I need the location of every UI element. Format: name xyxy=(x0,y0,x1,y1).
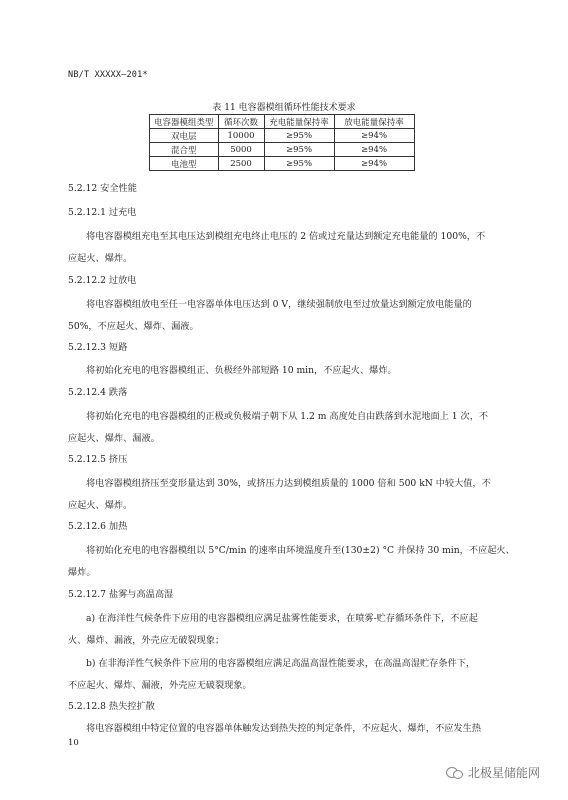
table-cell: 2500 xyxy=(218,157,264,171)
paragraph-line: 将初始化充电的电容器模组的正极或负极端子朝下从 1.2 m 高度处自由跌落到水泥地面上 1 次，不 xyxy=(86,411,489,422)
paragraph-line: 将初始化充电的电容器模组正、负极经外部短路 10 min，不应起火、爆炸。 xyxy=(86,365,397,376)
table-cell: ≥94% xyxy=(334,129,414,143)
table-row xyxy=(150,143,415,157)
table-cell: 电池型 xyxy=(150,157,219,171)
list-item: b) 在非海洋性气候条件下应用的电容器模组应满足高温高湿性能要求，在高温高湿贮存条件下， xyxy=(86,658,476,669)
paragraph-line: 应起火、爆炸。 xyxy=(68,500,133,511)
table-cell: ≥95% xyxy=(264,143,334,157)
list-item: a) 在海洋性气候条件下应用的电容器模组应满足盐雾性能要求，在喷雾-贮存循环条件下，不应起 xyxy=(86,613,478,624)
paragraph-line: 将电容器模组充电至其电压达到模组充电终止电压的 2 倍或过充量达到额定充电能量的 100%，不 xyxy=(86,231,486,242)
table-cell: 5000 xyxy=(218,143,264,157)
table-row xyxy=(150,129,415,143)
table-cell: 双电层 xyxy=(150,129,219,143)
section-heading: 5.2.12 安全性能 xyxy=(68,183,137,194)
paragraph-line: 爆炸。 xyxy=(68,567,96,578)
watermark-text: 北极星储能网 xyxy=(467,766,540,780)
cycle-performance-table xyxy=(149,114,415,171)
paragraph-line: 将电容器模组放电至任一电容器单体电压达到 0 V，继续强制放电至过放量达到额定放电能量的 xyxy=(86,299,472,310)
table-header-cell: 放电能量保持率 xyxy=(334,115,414,129)
table-header-cell: 充电能量保持率 xyxy=(264,115,334,129)
page-number: 10 xyxy=(68,738,79,748)
paragraph-line: 应起火、爆炸。 xyxy=(68,253,133,264)
table-header-cell: 循环次数 xyxy=(218,115,264,129)
subsection-heading: 5.2.12.6 加热 xyxy=(68,521,128,532)
paragraph-line: 应起火、爆炸、漏液。 xyxy=(68,433,160,444)
table-cell: ≥94% xyxy=(334,143,414,157)
paragraph-line: 将电容器模组挤压至变形量达到 30%，或挤压力达到模组质量的 1000 倍和 500 kN 中较大值，不 xyxy=(86,478,491,489)
paragraph-line: 火、爆炸、漏液，外壳应无破裂现象； xyxy=(68,635,225,646)
paragraph-line: 50%，不应起火、爆炸、漏液。 xyxy=(68,321,199,332)
table-cell: ≥94% xyxy=(334,157,414,171)
paragraph-line: 将初始化充电的电容器模组以 5°C/min 的速率由环境温度升至(130±2) °C 并保持 30 min，不应起火、 xyxy=(86,545,515,556)
table-caption: 表 11 电容器模组循环性能技术要求 xyxy=(212,103,356,113)
subsection-heading: 5.2.12.4 跌落 xyxy=(68,387,128,398)
table-row xyxy=(150,157,415,171)
table-cell: 混合型 xyxy=(150,143,219,157)
watermark xyxy=(446,764,540,781)
table-cell: ≥95% xyxy=(264,157,334,171)
table-cell: ≥95% xyxy=(264,129,334,143)
table-header-cell: 电容器模组类型 xyxy=(150,115,219,129)
subsection-heading: 5.2.12.2 过放电 xyxy=(68,275,137,286)
subsection-heading: 5.2.12.5 挤压 xyxy=(68,454,128,465)
subsection-heading: 5.2.12.8 热失控扩散 xyxy=(68,701,155,712)
subsection-heading: 5.2.12.3 短路 xyxy=(68,342,128,353)
table-cell: 10000 xyxy=(218,129,264,143)
paragraph-line: 将电容器模组中特定位置的电容器单体触发达到热失控的判定条件，不应起火、爆炸，不应发生热 xyxy=(86,723,482,734)
standard-code: NB/T XXXXX—201* xyxy=(68,70,148,80)
wechat-icon xyxy=(446,766,464,780)
subsection-heading: 5.2.12.7 盐雾与高温高湿 xyxy=(68,589,174,600)
table-header-row xyxy=(150,115,415,129)
subsection-heading: 5.2.12.1 过充电 xyxy=(68,207,137,218)
paragraph-line: 不应起火、爆炸、漏液，外壳应无破裂现象。 xyxy=(68,680,252,691)
